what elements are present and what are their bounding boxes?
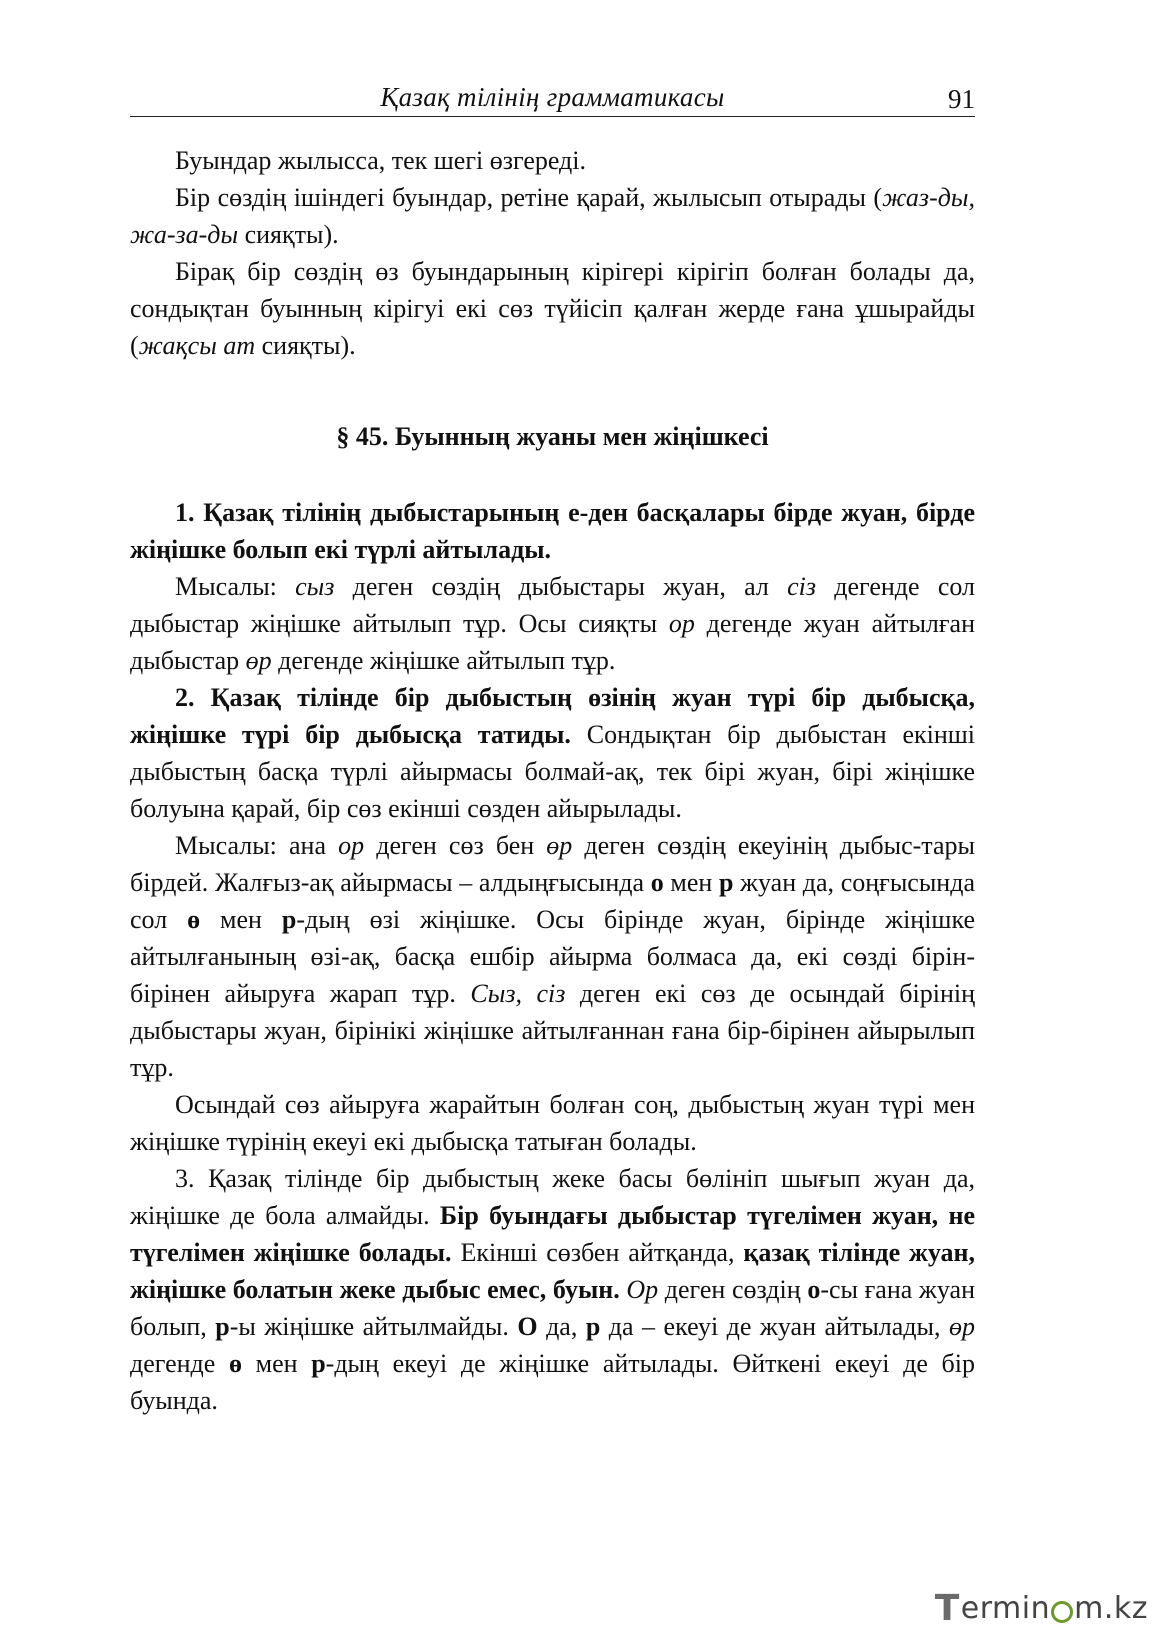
text-run: деген екі сөз де осындай бірінің дыбыстары жуан, бірінікі жіңішке айтылғаннан ғана бір-бірінен айырылып тұр.: [130, 979, 975, 1082]
bold-letter: о: [650, 868, 664, 897]
page-body: [130, 142, 975, 1419]
italic-example: өр: [245, 646, 272, 675]
watermark-t: T: [934, 1588, 960, 1629]
text-run: дегенде сол дыбыстар жіңішке айтылып тұр. Осы сияқты: [130, 572, 975, 638]
watermark-text-1: ermin: [960, 1591, 1051, 1626]
italic-example: ор: [338, 831, 365, 860]
section-heading: § 45. Буынның жуаны мен жіңішкесі: [336, 422, 769, 451]
italic-example: Сыз, сіз: [470, 979, 566, 1008]
text-run: да – екеуі де жуан айтылады,: [600, 1312, 949, 1341]
text-run: деген сөз бен: [364, 831, 547, 860]
bold-letter: О: [517, 1312, 538, 1341]
bold-rule: Бір буындағы дыбыстар түгелімен жуан, не түгелімен жіңішке болады.: [130, 1201, 975, 1267]
text-run: мен: [241, 1349, 312, 1378]
italic-example: жаз-ды, жа-за-ды: [130, 183, 975, 249]
text-run: дегенде: [130, 1349, 229, 1378]
text-run: Мысалы: ана: [175, 831, 339, 860]
text-run: мен: [663, 868, 719, 897]
text-run: деген сөздің: [658, 1275, 808, 1304]
watermark-logo: [935, 1588, 1148, 1629]
paragraph-example-2: [130, 827, 975, 1086]
paragraph-1: Буындар жылысса, тек шегі өзгереді.: [175, 146, 587, 175]
watermark-text-2: m.kz: [1074, 1591, 1148, 1626]
paragraph-example-1: [130, 568, 975, 679]
italic-example: сыз: [295, 572, 335, 601]
bold-letter: ө: [187, 905, 201, 934]
italic-example: Ор: [626, 1275, 659, 1304]
bold-rule: 1. Қазақ тілінің дыбыстарының е-ден басқалары бірде жуан, бірде жіңішке болып екі түрлі айтылады.: [130, 498, 975, 564]
text-run: сияқты).: [255, 331, 356, 360]
paragraph-2: [130, 179, 975, 253]
text-run: Мысалы:: [175, 572, 296, 601]
italic-example: өр: [949, 1312, 975, 1341]
bold-letter: р: [718, 868, 734, 897]
text-run: дегенде жіңішке айтылып тұр.: [271, 646, 616, 675]
text-run: Сондықтан бір дыбыстан екінші дыбыстың басқа түрлі айырмасы болмай-ақ, тек бірі жуан, бірі жіңішке болуына қарай, бір сөз екінші сөзден айырылады.: [130, 720, 975, 823]
text-run: дегенде жуан айтылған дыбыстар: [130, 609, 975, 675]
book-title: Қазақ тілінің грамматикасы: [380, 82, 725, 112]
italic-example: ор: [668, 609, 695, 638]
rule-2: [130, 679, 975, 827]
bold-letter: р: [215, 1312, 230, 1341]
text-run: жуан да, соңғысында сол: [130, 868, 975, 934]
text-run: Екінші сөзбен айтқанда,: [451, 1238, 744, 1267]
italic-example: сіз: [787, 572, 817, 601]
bold-rule: қазақ тілінде жуан, жіңішке болатын жеке дыбыс емес, буын.: [130, 1238, 975, 1304]
page-number: 91: [948, 84, 975, 114]
rule-1: [130, 494, 975, 568]
text-run: деген сөздің екеуінің дыбыс-тары бірдей. Жалғыз-ақ айырмасы – алдыңғысында: [130, 831, 975, 897]
italic-example: жақсы ат: [138, 331, 256, 360]
text-run: -дың өзі жіңішке. Осы бірінде жуан, бірінде жіңішке айтылғанының өзі-ақ, басқа ешбір айырма болмаса да, екі сөзді бірін-бірінен айыруға жарап тұр.: [130, 905, 975, 1008]
paragraph-3: [130, 253, 975, 364]
text-run: Бірақ бір сөздің өз буындарының кірігері кірігіп болған болады да, сондықтан буынның кірігуі екі сөз түйісіп қалған жерде ғана ұшырайды (: [130, 257, 975, 360]
bold-letter: р: [585, 1312, 601, 1341]
text-run: деген сөздің дыбыстары жуан, ал: [334, 572, 788, 601]
rule-3: [130, 1160, 975, 1419]
text-run: Бір сөздің ішіндегі буындар, ретіне қарай, жылысып отырады (: [175, 183, 883, 212]
text-run: 3. Қазақ тілінде бір дыбыстың жеке басы бөлініп шығып жуан да, жіңішке де бола алмайды.: [130, 1164, 975, 1230]
text-run: да,: [537, 1312, 586, 1341]
italic-example: өр: [546, 831, 573, 860]
text-run: -ы жіңішке айтылмайды.: [229, 1312, 518, 1341]
bold-letter: о: [807, 1275, 821, 1304]
bold-rule: 2. Қазақ тілінде бір дыбыстың өзінің жуан түрі бір дыбысқа, жіңішке түрі бір дыбысқа татиды.: [130, 683, 975, 749]
text-run: мен: [200, 905, 282, 934]
bold-letter: р: [281, 905, 297, 934]
watermark-ring-icon: [1051, 1601, 1073, 1623]
running-header: [130, 80, 975, 117]
text-run: сияқты).: [238, 220, 339, 249]
text-run: -сы ғана жуан болып,: [130, 1275, 975, 1341]
text-run: -дың екеуі де жіңішке айтылады. Өйткені екеуі де бір буында.: [130, 1349, 975, 1415]
paragraph-conclusion: Осындай сөз айыруға жарайтын болған соң, дыбыстың жуан түрі мен жіңішке түрінің екеуі екі дыбысқа татыған болады.: [130, 1090, 975, 1156]
bold-letter: р: [311, 1349, 326, 1378]
bold-letter: ө: [228, 1349, 242, 1378]
